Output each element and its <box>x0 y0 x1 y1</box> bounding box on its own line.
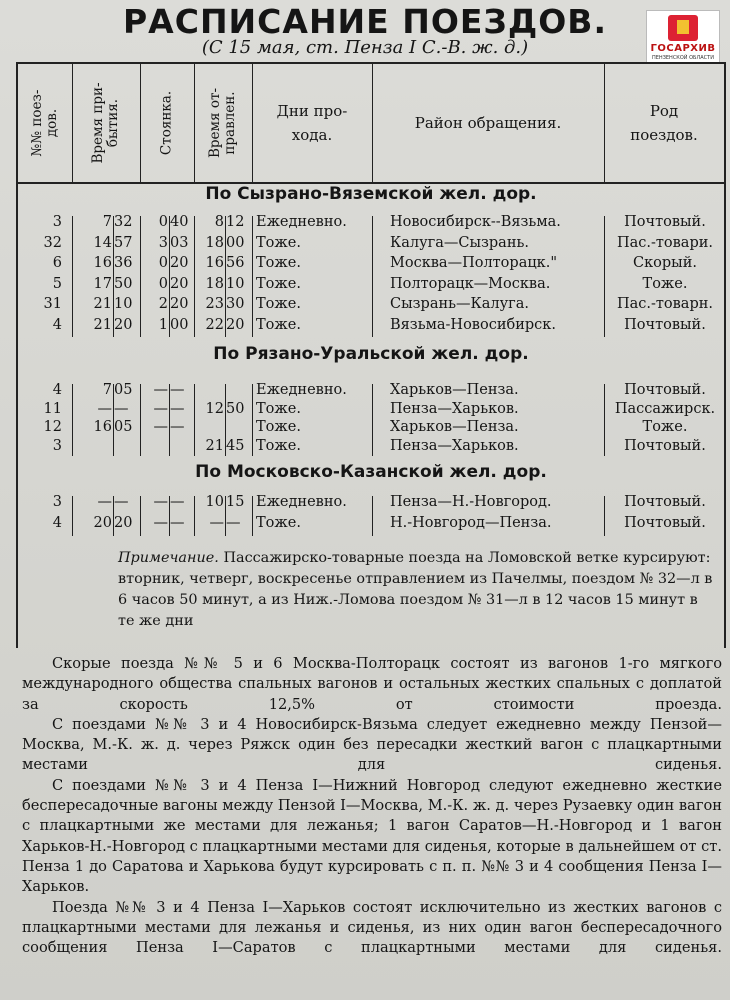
cell-route: Пенза—Харьков. <box>390 400 519 417</box>
cell-stop-m: — <box>170 515 185 531</box>
cell-route: Калуга—Сызрань. <box>390 234 529 251</box>
train-row <box>18 255 724 275</box>
cell-kind: Почтовый. <box>624 437 706 454</box>
cell-num: 12 <box>43 419 62 435</box>
col-header-stop <box>140 64 195 182</box>
cell-arr-h: — <box>97 494 112 510</box>
cell-days: Тоже. <box>256 275 301 292</box>
col-header-route <box>372 64 605 182</box>
train-row <box>18 296 724 316</box>
cell-arr-m: 36 <box>114 255 133 271</box>
cell-route: Новосибирск--Вязьма. <box>390 214 561 230</box>
cell-arr-m: 20 <box>114 515 133 531</box>
note-text: Пассажирско-товарные поезда на Ломовской ветке курсируют: вторник, четверг, воскресенье отправлением из Пачелмы, поездом № 32—л в 6 часов 50 минут, а из Ниж.-Ломова поездом № 31—л в 12 часов 15 минут в те же дни <box>118 550 713 629</box>
cell-dep-h: 16 <box>205 255 224 271</box>
cell-stop-h: — <box>153 419 168 435</box>
cell-stop-h: 0 <box>158 255 168 271</box>
cell-arr-h: 7 <box>102 382 112 398</box>
cell-route: Пенза—Харьков. <box>390 437 519 454</box>
cell-arr-h: 21 <box>93 316 112 333</box>
cell-days: Ежедневно. <box>256 494 347 510</box>
col-header-kind <box>604 64 724 182</box>
cell-kind: Пас.-товари. <box>616 234 714 251</box>
col-departure-label: Время от- правлен. <box>207 87 238 159</box>
cell-route: Сызрань—Калуга. <box>390 296 529 312</box>
cell-route: Полторацк—Москва. <box>390 275 551 292</box>
cell-stop-m: 20 <box>170 255 189 271</box>
cell-stop-m: 40 <box>170 214 189 230</box>
cell-stop-h: 3 <box>158 234 168 251</box>
col-header-num <box>18 64 73 182</box>
col-header-departure <box>194 64 253 182</box>
cell-dep-m: 30 <box>226 296 245 312</box>
cell-stop-m: — <box>170 419 185 435</box>
cell-days: Тоже. <box>256 515 301 531</box>
cell-arr-m: — <box>114 494 129 510</box>
cell-num: 32 <box>43 234 62 251</box>
cell-days: Ежедневно. <box>256 382 347 398</box>
cell-dep-h: 23 <box>205 296 224 312</box>
paragraph: С поездами №№ 3 и 4 Новосибирск-Вязьма следует ежедневно между Пензой—Москва, М.-К. ж. д. через Ряжск один без пересадки жесткий вагон с плацкартными местами для сиденья. <box>22 715 722 774</box>
cell-dep-m: — <box>226 515 241 531</box>
cell-stop-m: — <box>170 400 185 417</box>
logo-subtext: ПЕНЗЕНСКОЙ ОБЛАСТИ <box>652 55 714 61</box>
cell-arr-m: — <box>114 400 129 417</box>
cell-stop-m: — <box>170 382 185 398</box>
train-row <box>18 438 724 458</box>
cell-route: Москва—Полторацк." <box>390 255 557 271</box>
cell-num: 5 <box>52 275 62 292</box>
cell-arr-m: 57 <box>114 234 133 251</box>
train-row <box>18 235 724 255</box>
cell-stop-m: 20 <box>170 296 189 312</box>
cell-dep-m: 56 <box>226 255 245 271</box>
cell-dep-h: 21 <box>205 437 224 454</box>
train-row <box>18 494 724 514</box>
cell-dep-m: 50 <box>226 400 245 417</box>
cell-route: Пенза—Н.-Новгород. <box>390 494 552 510</box>
archive-logo <box>646 10 720 64</box>
section-title: По Московско-Казанской жел. дор. <box>195 462 547 482</box>
cell-dep-m: 10 <box>226 275 245 292</box>
col-stop-label: Стоянка. <box>158 90 175 156</box>
cell-kind: Пас.-товарн. <box>616 296 714 312</box>
col-header-days <box>252 64 373 182</box>
timetable-note <box>118 548 716 632</box>
cell-dep-m: 15 <box>226 494 245 510</box>
col-arrival-label: Время при- бытия. <box>90 82 121 164</box>
cell-days: Тоже. <box>256 400 301 417</box>
train-row <box>18 419 724 439</box>
section-title: По Сызрано-Вяземской жел. дор. <box>205 184 537 204</box>
cell-stop-m: 20 <box>170 275 189 292</box>
cell-num: 31 <box>43 296 62 312</box>
cell-dep-h: — <box>209 515 224 531</box>
cell-days: Тоже. <box>256 296 301 312</box>
cell-arr-h: 16 <box>93 419 112 435</box>
cell-dep-h: 22 <box>205 316 224 333</box>
cell-arr-m: 05 <box>114 419 133 435</box>
cell-arr-h: 21 <box>93 296 112 312</box>
train-row <box>18 317 724 337</box>
cell-dep-h: 18 <box>205 275 224 292</box>
cell-kind: Почтовый. <box>624 214 706 230</box>
cell-kind: Почтовый. <box>624 494 706 510</box>
cell-route: Харьков—Пенза. <box>390 419 519 435</box>
cell-arr-m: 20 <box>114 316 133 333</box>
cell-arr-h: 20 <box>93 515 112 531</box>
col-route-label: Район обращения. <box>414 114 562 132</box>
cell-stop-h: 0 <box>158 214 168 230</box>
cell-route: Н.-Новгород—Пенза. <box>390 515 552 531</box>
cell-arr-m: 05 <box>114 382 133 398</box>
cell-days: Тоже. <box>256 419 301 435</box>
train-row <box>18 515 724 535</box>
col-kind-label: Род поездов. <box>630 102 698 144</box>
cell-arr-m: 50 <box>114 275 133 292</box>
cell-route: Харьков—Пенза. <box>390 382 519 398</box>
note-label: Примечание. <box>118 550 219 566</box>
cell-route: Вязьма-Новосибирск. <box>390 316 556 333</box>
col-header-arrival <box>72 64 141 182</box>
cell-arr-h: 14 <box>93 234 112 251</box>
cell-dep-h: 12 <box>205 400 224 417</box>
paragraph: С поездами №№ 3 и 4 Пенза I—Нижний Новгород следуют ежедневно жесткие беспересадочные вагоны между Пензой I—Москва, М.-К. ж. д. через Рузаевку один вагон с плацкартными же местами для лежанья; 1 вагон Саратов—Н.-Новгород и 1 вагон Харьков-Н.-Новгород с плацкартными местами для сиденья, которые в дальнейшем от ст. Пенза 1 до Саратова и Харькова будут курсировать с п. п. №№ 3 и 4 сообщения Пенза I—Харьков. <box>22 776 722 896</box>
train-row <box>18 276 724 296</box>
cell-stop-h: 1 <box>158 316 168 333</box>
cell-days: Тоже. <box>256 316 301 333</box>
cell-stop-m: 03 <box>170 234 189 251</box>
cell-num: 4 <box>52 515 62 531</box>
cell-days: Тоже. <box>256 234 301 251</box>
cell-num: 11 <box>43 400 62 417</box>
cell-stop-h: — <box>153 400 168 417</box>
cell-dep-h: 8 <box>214 214 224 230</box>
cell-stop-h: 2 <box>158 296 168 312</box>
cell-num: 3 <box>52 494 62 510</box>
page-title: РАСПИСАНИЕ ПОЕЗДОВ. <box>123 2 607 41</box>
cell-kind: Почтовый. <box>624 316 706 333</box>
cell-stop-h: 0 <box>158 275 168 292</box>
cell-dep-m: 45 <box>226 437 245 454</box>
logo-text: ГОСАРХИВ <box>650 43 716 54</box>
cell-stop-m: 00 <box>170 316 189 333</box>
cell-dep-m: 12 <box>226 214 245 230</box>
cell-num: 3 <box>52 437 62 454</box>
cell-dep-m: 00 <box>226 234 245 251</box>
col-num-label: №№ поез- дов. <box>29 89 60 157</box>
cell-num: 4 <box>52 316 62 333</box>
cell-days: Тоже. <box>256 437 301 454</box>
cell-arr-h: — <box>97 400 112 417</box>
train-row <box>18 401 724 421</box>
cell-dep-h: 18 <box>205 234 224 251</box>
train-row <box>18 214 724 234</box>
cell-arr-h: 7 <box>102 214 112 230</box>
section-title: По Рязано-Уральской жел. дор. <box>213 344 529 364</box>
col-days-label: Дни про- хода. <box>276 102 348 144</box>
cell-num: 3 <box>52 214 62 230</box>
cell-stop-h: — <box>153 382 168 398</box>
cell-arr-h: 16 <box>93 255 112 271</box>
cell-stop-h: — <box>153 515 168 531</box>
cell-dep-h: 10 <box>205 494 224 510</box>
paragraph: Поезда №№ 3 и 4 Пенза I—Харьков состоят исключительно из жестких вагонов с плацкартными местами для лежанья и сиденья, из них один вагон беспересадочного сообщения Пенза I—Саратов с плацкартными местами для сиденья. <box>22 898 722 957</box>
cell-arr-h: 17 <box>93 275 112 292</box>
timetable-header <box>18 64 724 184</box>
cell-days: Тоже. <box>256 255 301 271</box>
cell-stop-m: — <box>170 494 185 510</box>
paragraph: Скорые поезда №№ 5 и 6 Москва-Полторацк состоят из вагонов 1-го мягкого международного общества спальных вагонов и остальных жестких спальных с доплатой за скорость 12,5% от стоимости проезда. <box>22 655 722 713</box>
archive-emblem-icon <box>668 15 698 41</box>
cell-arr-m: 32 <box>114 214 133 230</box>
cell-kind: Тоже. <box>642 419 688 435</box>
cell-kind: Скорый. <box>633 255 697 271</box>
cell-kind: Почтовый. <box>624 382 706 398</box>
cell-days: Ежедневно. <box>256 214 347 230</box>
cell-dep-m: 20 <box>226 316 245 333</box>
cell-kind: Тоже. <box>642 275 688 292</box>
cell-num: 6 <box>52 255 62 271</box>
cell-kind: Пассажирск. <box>614 400 716 417</box>
train-row <box>18 382 724 402</box>
page-subtitle: (С 15 мая, ст. Пенза I С.-В. ж. д.) <box>201 37 529 58</box>
article-body <box>22 654 722 958</box>
cell-num: 4 <box>52 382 62 398</box>
cell-stop-h: — <box>153 494 168 510</box>
cell-arr-m: 10 <box>114 296 133 312</box>
cell-kind: Почтовый. <box>624 515 706 531</box>
